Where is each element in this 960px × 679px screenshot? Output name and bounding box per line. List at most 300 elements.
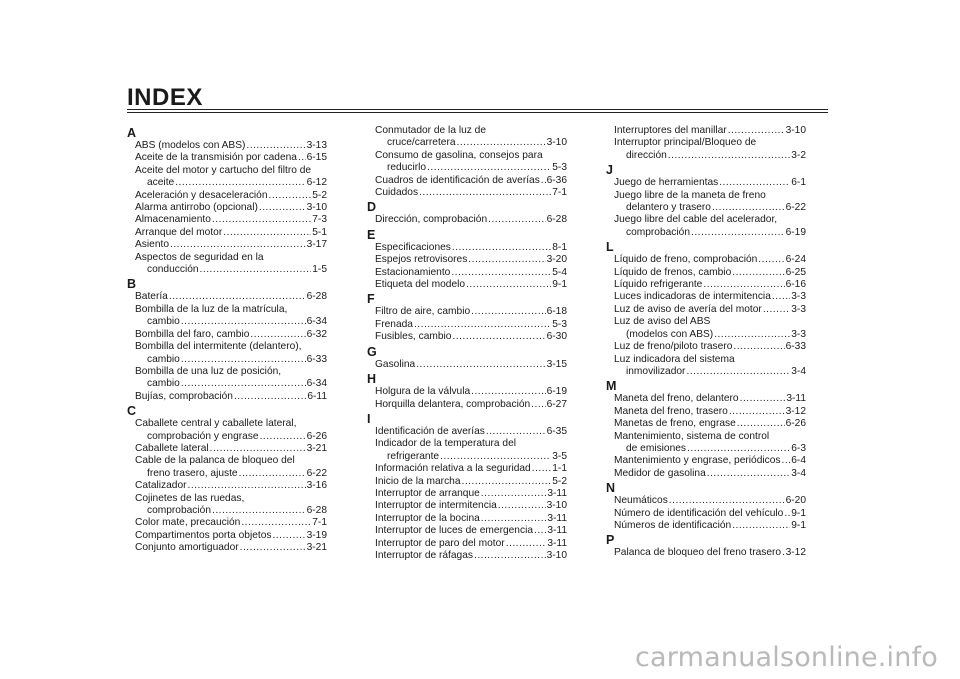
entry-text: Caballete lateral xyxy=(135,442,209,454)
entry-text: de emisiones xyxy=(626,442,687,454)
entry-text: Espejos retrovisores xyxy=(375,254,468,266)
page-number: 3-21 xyxy=(306,542,327,554)
dot-leader xyxy=(686,366,790,378)
page-number: 6-26 xyxy=(306,430,327,442)
index-entry xyxy=(606,137,806,162)
page-number: 6-19 xyxy=(546,386,567,398)
dot-leader xyxy=(691,227,785,239)
dot-leader xyxy=(737,418,785,430)
page-number: 3-16 xyxy=(306,480,327,492)
entry-text: ABS (modelos con ABS) xyxy=(135,140,246,151)
section-letter: I xyxy=(367,411,371,426)
entry-text: delantero y trasero xyxy=(626,202,711,214)
page-number: 5-1 xyxy=(312,226,327,238)
page-number: 6-30 xyxy=(546,331,567,343)
entry-text: Bombilla del intermitente (delantero), xyxy=(135,341,302,353)
index-entry xyxy=(127,493,327,518)
dot-leader xyxy=(784,508,790,520)
index-entry xyxy=(127,190,327,202)
entry-text: Identificación de averías xyxy=(375,425,485,437)
index-entry xyxy=(606,214,806,239)
index-entry xyxy=(606,354,806,379)
page-number: 9-1 xyxy=(791,519,806,531)
dot-leader xyxy=(763,304,790,316)
entry-text: Líquido de frenos, cambio xyxy=(614,266,732,278)
entry-text: Conjunto amortiguador xyxy=(135,542,239,554)
index-entry xyxy=(606,393,806,405)
page-number: 3-12 xyxy=(785,405,806,417)
section-letter: N xyxy=(606,481,616,496)
dot-leader xyxy=(729,406,785,418)
page-number: 6-22 xyxy=(785,202,806,214)
entry-text: comprobación y engrase xyxy=(147,430,259,442)
index-entry xyxy=(367,438,567,463)
index-entry xyxy=(606,468,806,480)
dot-leader xyxy=(506,538,547,550)
index-entry xyxy=(606,291,806,303)
entry-text: Consumo de gasolina, consejos para xyxy=(375,149,543,161)
index-column-3 xyxy=(606,125,806,560)
entry-text: Color mate, precaución xyxy=(135,517,241,529)
page-number: 6-16 xyxy=(785,279,806,291)
index-entry xyxy=(367,513,567,525)
entry-text: Información relativa a la seguridad xyxy=(375,463,531,475)
dot-leader xyxy=(181,354,306,366)
dot-leader xyxy=(714,329,790,341)
dot-leader xyxy=(223,227,311,239)
page-number: 3-15 xyxy=(546,358,567,370)
entry-text: Batería xyxy=(135,291,168,303)
page-number: 3-3 xyxy=(791,291,806,303)
index-entry xyxy=(606,406,806,418)
dot-leader xyxy=(772,291,790,303)
watermark: carmanualsonline.info xyxy=(635,642,938,673)
page-number: 6-18 xyxy=(546,306,567,318)
entry-text: Etiqueta del modelo xyxy=(375,279,466,291)
page-number: 6-26 xyxy=(785,418,806,430)
page-number: 6-28 xyxy=(306,504,327,516)
index-entry xyxy=(367,125,567,150)
entry-text: Palanca de bloqueo del freno trasero xyxy=(614,547,782,559)
index-entry xyxy=(127,304,327,329)
section-letter: L xyxy=(606,240,614,255)
entry-text: Juego libre del cable del acelerador, xyxy=(614,214,778,226)
page-number: 3-12 xyxy=(785,547,806,559)
entry-text: Compartimentos porta objetos xyxy=(135,529,272,541)
page-number: 3-11 xyxy=(547,537,567,549)
index-entry xyxy=(127,391,327,403)
entry-text: Especificaciones xyxy=(375,241,451,253)
dot-leader xyxy=(212,214,311,226)
page-number: 7-1 xyxy=(312,517,327,529)
page-number: 5-2 xyxy=(312,189,327,201)
dot-leader xyxy=(200,264,312,276)
entry-text: Interruptores del manillar xyxy=(614,125,727,136)
entry-text: Mantenimiento, sistema de control xyxy=(614,430,770,442)
page-number: 1-5 xyxy=(312,264,327,276)
index-entry xyxy=(606,508,806,520)
index-entry xyxy=(606,431,806,456)
index-entry xyxy=(127,140,327,152)
dot-leader xyxy=(452,242,551,254)
dot-leader xyxy=(175,177,305,189)
entry-text: comprobación xyxy=(147,504,211,516)
index-entry xyxy=(127,152,327,164)
index-entry xyxy=(127,443,327,455)
dot-leader xyxy=(269,190,312,202)
dot-leader xyxy=(272,530,305,542)
entry-text: Horquilla delantera, comprobación xyxy=(375,398,531,410)
section-letter: H xyxy=(367,372,377,387)
dot-leader xyxy=(298,152,306,164)
entry-text: Luz de freno/piloto trasero xyxy=(614,341,733,353)
entry-text: Interruptor de intermitencia xyxy=(375,500,497,512)
index-entry xyxy=(606,304,806,316)
index-entry xyxy=(367,399,567,411)
page-number: 6-22 xyxy=(306,467,327,479)
dot-leader xyxy=(246,140,305,152)
index-entry xyxy=(367,463,567,475)
dot-leader xyxy=(498,500,546,512)
dot-leader xyxy=(758,254,784,266)
page-number: 3-4 xyxy=(791,467,806,479)
entry-text: Cuadros de identificación de averías xyxy=(375,174,540,186)
page-number: 5-3 xyxy=(552,318,567,330)
entry-text: Gasolina xyxy=(375,358,416,370)
dot-leader xyxy=(471,306,545,318)
dot-leader xyxy=(169,291,306,303)
page-number: 6-28 xyxy=(546,214,567,226)
page-number: 5-3 xyxy=(552,162,567,174)
index-entry xyxy=(606,279,806,291)
entry-text: Dirección, comprobación xyxy=(375,214,488,226)
entry-text: Interruptor de paro del motor xyxy=(375,537,505,549)
entry-text: cruce/carretera xyxy=(387,137,456,149)
page-number: 8-1 xyxy=(552,241,567,253)
section-letter: M xyxy=(606,379,617,394)
index-entry xyxy=(127,542,327,554)
page-number: 6-27 xyxy=(546,398,567,410)
entry-text: cambio xyxy=(147,316,180,328)
entry-text: freno trasero, ajuste xyxy=(147,467,238,479)
index-entry xyxy=(606,125,806,137)
page-number: 3-13 xyxy=(306,140,327,151)
entry-text: Almacenamiento xyxy=(135,214,211,226)
entry-text: Caballete central y caballete lateral, xyxy=(135,418,297,430)
entry-text: Manetas de freno, engrase xyxy=(614,418,736,430)
dot-leader xyxy=(707,468,791,480)
entry-text: Cojinetes de las ruedas, xyxy=(135,492,245,504)
entry-text: Líquido de freno, comprobación xyxy=(614,254,758,266)
dot-leader xyxy=(719,177,790,189)
page-number: 6-4 xyxy=(791,455,806,467)
dot-leader xyxy=(486,426,546,438)
index-entry xyxy=(367,550,567,562)
dot-leader xyxy=(416,359,545,371)
dot-leader xyxy=(703,279,784,291)
page-number: 3-11 xyxy=(547,512,567,524)
index-entry xyxy=(367,426,567,438)
page-number: 6-11 xyxy=(307,390,327,402)
index-entry xyxy=(127,341,327,366)
page-number: 3-2 xyxy=(791,149,806,161)
index-column-2 xyxy=(367,125,567,562)
index-entry xyxy=(367,386,567,398)
dot-leader xyxy=(462,476,552,488)
page-number: 3-11 xyxy=(547,487,567,499)
page-number: 6-25 xyxy=(785,266,806,278)
entry-text: Números de identificación xyxy=(614,519,732,531)
entry-text: Medidor de gasolina xyxy=(614,467,706,479)
page-number: 3-19 xyxy=(306,529,327,541)
index-entry xyxy=(367,488,567,500)
page-number: 6-20 xyxy=(785,495,806,507)
entry-text: conducción xyxy=(147,264,199,276)
dot-leader xyxy=(668,150,790,162)
dot-leader xyxy=(732,520,790,532)
dot-leader xyxy=(457,137,546,149)
index-entry xyxy=(606,547,806,559)
section-letter: G xyxy=(367,344,377,359)
index-entry xyxy=(367,538,567,550)
index-entry xyxy=(606,341,806,353)
index-entry xyxy=(606,254,806,266)
entry-text: Luz indicadora del sistema xyxy=(614,353,735,365)
index-entry xyxy=(127,165,327,190)
page-number: 3-3 xyxy=(791,328,806,340)
entry-text: Alarma antirrobo (opcional) xyxy=(135,202,258,214)
dot-leader xyxy=(181,316,306,328)
title-rule xyxy=(127,109,828,113)
page-number: 3-10 xyxy=(546,137,567,149)
entry-text: Luz de aviso del ABS xyxy=(614,316,711,328)
dot-leader xyxy=(188,480,306,492)
index-entry xyxy=(127,480,327,492)
dot-leader xyxy=(471,386,545,398)
page-number: 6-28 xyxy=(306,291,327,303)
entry-text: Juego libre de la maneta de freno xyxy=(614,189,766,201)
entry-text: Bujías, comprobación xyxy=(135,390,233,402)
dot-leader xyxy=(728,125,785,137)
index-entry xyxy=(367,175,567,187)
page-number: 3-10 xyxy=(546,500,567,512)
entry-text: Luces indicadoras de intermitencia xyxy=(614,291,771,303)
entry-text: Luz de aviso de avería del motor xyxy=(614,303,762,315)
entry-text: Conmutador de la luz de xyxy=(375,125,486,136)
section-letter: J xyxy=(606,163,613,178)
dot-leader xyxy=(234,391,306,403)
index-entry xyxy=(606,495,806,507)
dot-leader xyxy=(240,542,306,554)
dot-leader xyxy=(669,495,785,507)
page-number: 7-1 xyxy=(552,187,567,199)
dot-leader xyxy=(474,550,546,562)
page-number: 6-33 xyxy=(785,341,806,353)
page-number: 3-5 xyxy=(552,450,567,462)
dot-leader xyxy=(452,331,545,343)
dot-leader xyxy=(440,451,551,463)
entry-text: Maneta del freno, delantero xyxy=(614,393,739,405)
page-number: 9-1 xyxy=(552,279,567,291)
section-letter: F xyxy=(367,292,375,307)
page-number: 5-2 xyxy=(552,475,567,487)
page-number: 3-10 xyxy=(546,549,567,561)
dot-leader xyxy=(740,393,786,405)
index-entry xyxy=(127,239,327,251)
entry-text: refrigerante xyxy=(387,450,440,462)
page-number: 6-24 xyxy=(785,254,806,266)
page-number: 3-17 xyxy=(306,239,327,251)
index-entry xyxy=(606,316,806,341)
index-entry xyxy=(367,476,567,488)
page-number: 3-10 xyxy=(785,125,806,136)
dot-leader xyxy=(481,513,547,525)
dot-leader xyxy=(733,341,784,353)
dot-leader xyxy=(541,175,546,187)
entry-text: Maneta del freno, trasero xyxy=(614,405,728,417)
page-number: 6-15 xyxy=(306,152,327,164)
dot-leader xyxy=(687,443,790,455)
entry-text: Cable de la palanca de bloqueo del xyxy=(135,455,295,467)
entry-text: reducirlo xyxy=(387,162,427,174)
index-entry xyxy=(606,267,806,279)
index-entry xyxy=(127,329,327,341)
index-entry xyxy=(606,177,806,189)
entry-text: Frenada xyxy=(375,318,413,330)
entry-text: (modelos con ABS) xyxy=(626,328,714,340)
index-entry xyxy=(606,520,806,532)
page-number: 6-33 xyxy=(306,353,327,365)
entry-text: cambio xyxy=(147,353,180,365)
entry-text: cambio xyxy=(147,378,180,390)
entry-text: Holgura de la válvula xyxy=(375,386,471,398)
page-number: 6-36 xyxy=(546,174,567,186)
dot-leader xyxy=(466,279,551,291)
page-number: 3-4 xyxy=(791,365,806,377)
page-number: 7-3 xyxy=(312,214,327,226)
entry-text: Interruptor de luces de emergencia xyxy=(375,525,533,537)
entry-text: Interruptor de ráfagas xyxy=(375,549,473,561)
index-entry xyxy=(606,455,806,467)
entry-text: Inicio de la marcha xyxy=(375,475,461,487)
entry-text: Líquido refrigerante xyxy=(614,279,703,291)
entry-text: Juego de herramientas xyxy=(614,177,719,189)
index-entry xyxy=(127,517,327,529)
section-letter: A xyxy=(127,126,137,140)
index-entry xyxy=(367,242,567,254)
index-entry xyxy=(367,359,567,371)
entry-text: Aspectos de seguridad en la xyxy=(135,251,264,263)
dot-leader xyxy=(531,399,545,411)
index-entry xyxy=(367,150,567,175)
dot-leader xyxy=(732,267,784,279)
entry-text: Catalizador xyxy=(135,480,187,492)
index-entry xyxy=(127,291,327,303)
page-number: 3-3 xyxy=(791,303,806,315)
entry-text: Estacionamiento xyxy=(375,266,451,278)
entry-text: Interruptor de la bocina xyxy=(375,512,480,524)
index-entry xyxy=(127,455,327,480)
page-number: 1-1 xyxy=(552,463,567,475)
section-letter: P xyxy=(606,533,615,548)
section-letter: D xyxy=(367,200,377,215)
page-number: 5-4 xyxy=(552,266,567,278)
section-letter: E xyxy=(367,227,376,242)
page-number: 6-3 xyxy=(791,442,806,454)
entry-text: Aceite de la transmisión por cadena xyxy=(135,152,297,164)
entry-text: Bombilla de la luz de la matrícula, xyxy=(135,303,288,315)
entry-text: inmovilizador xyxy=(626,365,686,377)
page-number: 3-21 xyxy=(306,442,327,454)
index-entry xyxy=(367,267,567,279)
index-entry xyxy=(367,279,567,291)
entry-text: Aceleración y desaceleración xyxy=(135,189,268,201)
dot-leader xyxy=(468,254,545,266)
dot-leader xyxy=(241,517,311,529)
dot-leader xyxy=(260,431,306,443)
entry-text: Número de identificación del vehículo xyxy=(614,507,784,519)
page-number: 6-35 xyxy=(546,425,567,437)
page-number: 6-12 xyxy=(306,177,327,189)
dot-leader xyxy=(534,525,546,537)
dot-leader xyxy=(419,187,551,199)
entry-text: Cuidados xyxy=(375,187,419,199)
entry-text: comprobación xyxy=(626,226,690,238)
entry-text: Interruptor principal/Bloqueo de xyxy=(614,137,757,149)
page-number: 9-1 xyxy=(791,507,806,519)
page-number: 6-34 xyxy=(306,316,327,328)
page-title: INDEX xyxy=(127,84,203,111)
index-entry xyxy=(606,418,806,430)
dot-leader xyxy=(712,202,785,214)
page-number: 6-19 xyxy=(785,226,806,238)
section-letter: B xyxy=(127,277,137,292)
entry-text: Mantenimiento y engrase, periódicos xyxy=(614,455,781,467)
index-entry xyxy=(127,214,327,226)
page-number: 3-10 xyxy=(306,202,327,214)
index-entry xyxy=(367,306,567,318)
entry-text: Asiento xyxy=(135,239,169,251)
dot-leader xyxy=(782,547,785,559)
dot-leader xyxy=(239,468,306,480)
dot-leader xyxy=(250,329,305,341)
page-number: 6-32 xyxy=(306,328,327,340)
dot-leader xyxy=(181,378,306,390)
section-letter: C xyxy=(127,404,137,419)
index-column-1 xyxy=(127,125,327,555)
index-entry xyxy=(127,227,327,239)
page-number: 6-34 xyxy=(306,378,327,390)
dot-leader xyxy=(488,214,545,226)
entry-text: Arranque del motor xyxy=(135,226,223,238)
entry-text: Filtro de aire, cambio xyxy=(375,306,471,318)
dot-leader xyxy=(532,463,552,475)
index-entry xyxy=(367,331,567,343)
dot-leader xyxy=(414,319,551,331)
index-entry xyxy=(127,530,327,542)
entry-text: Aceite del motor y cartucho del filtro de xyxy=(135,164,312,176)
dot-leader xyxy=(170,239,306,251)
page-number: 3-11 xyxy=(786,393,806,405)
dot-leader xyxy=(481,488,547,500)
index-entry xyxy=(127,252,327,277)
entry-text: Neumáticos xyxy=(614,495,668,507)
dot-leader xyxy=(427,162,551,174)
entry-text: Bombilla del faro, cambio xyxy=(135,328,250,340)
index-entry xyxy=(127,418,327,443)
entry-text: Interruptor de arranque xyxy=(375,487,480,499)
index-entry xyxy=(367,500,567,512)
